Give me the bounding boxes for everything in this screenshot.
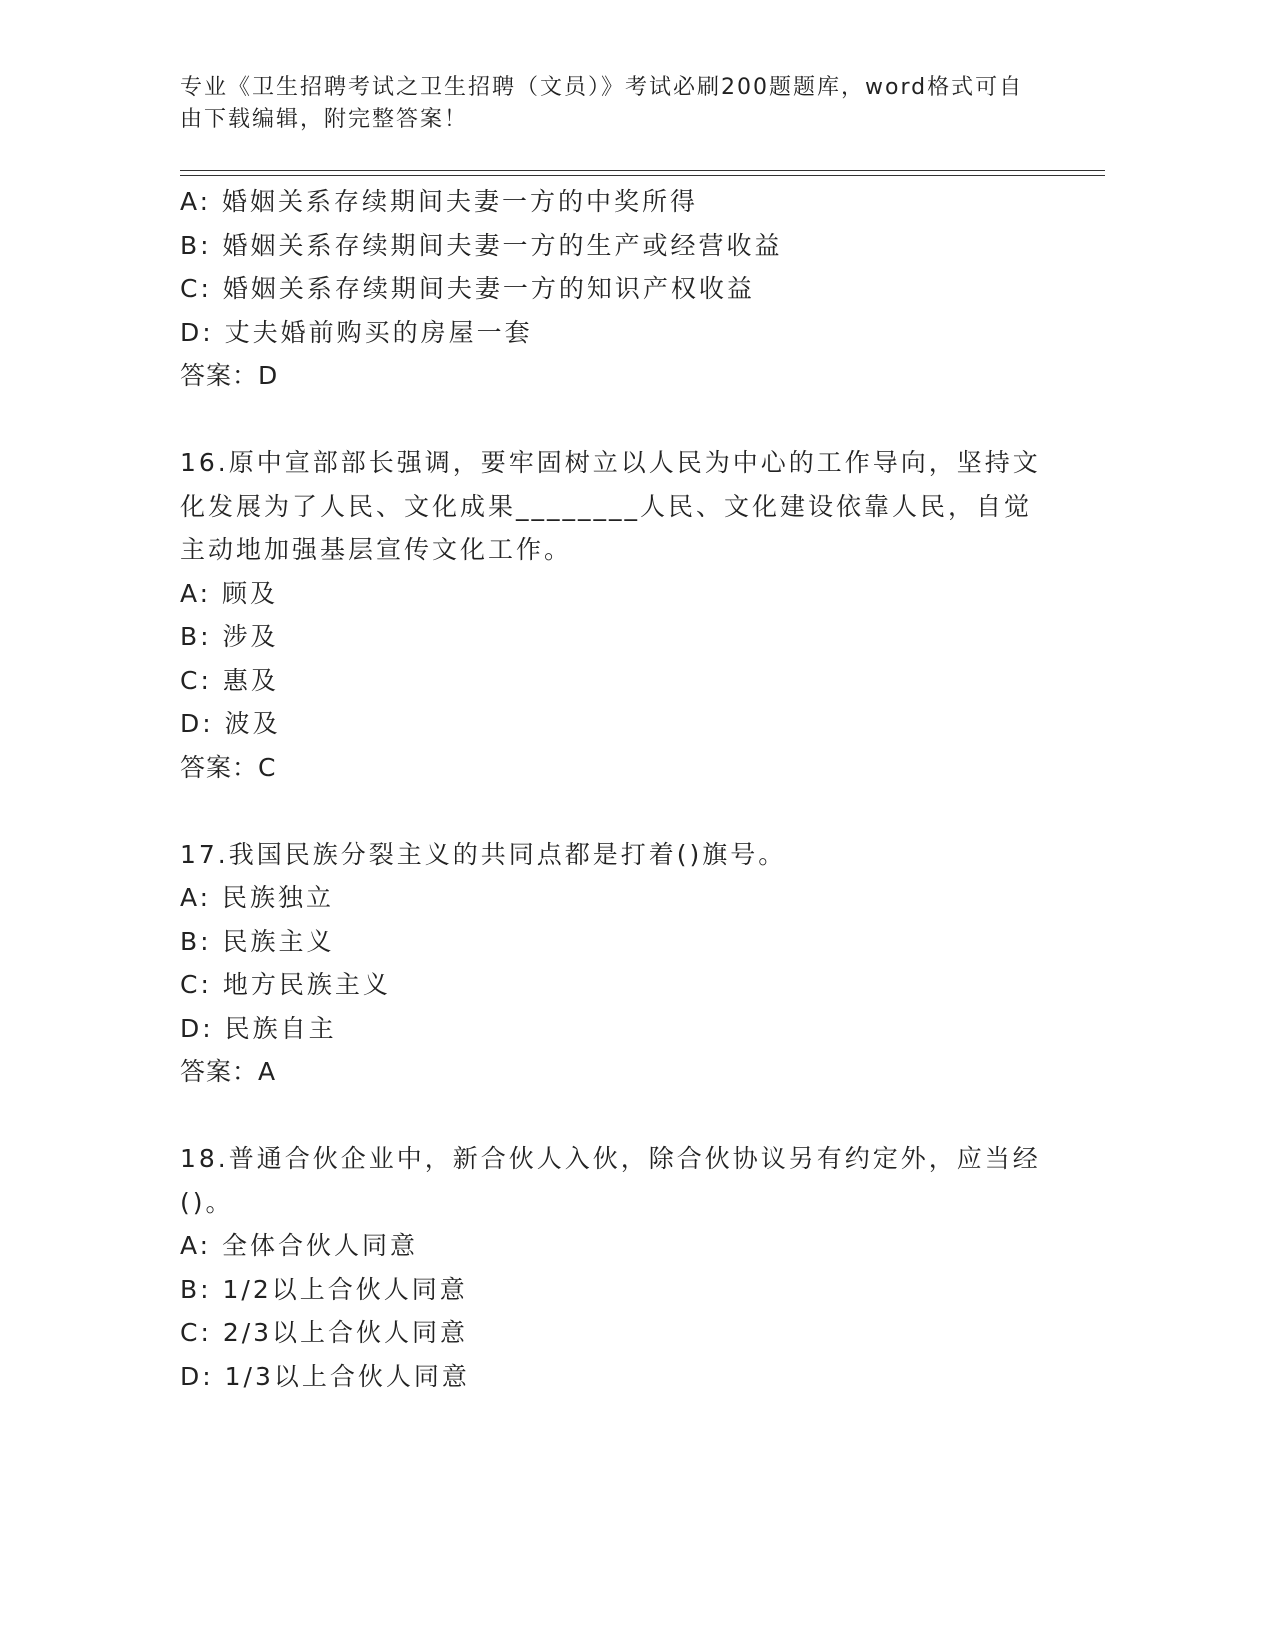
question-16-option-b: B: 涉及	[180, 622, 279, 651]
question-17-text: 17.我国民族分裂主义的共同点都是打着()旗号。	[180, 839, 787, 869]
spacer	[180, 398, 1050, 442]
question-16-option-d: D: 波及	[180, 709, 281, 738]
question-16-option-a: A: 顾及	[180, 578, 279, 608]
document-header: 专业《卫生招聘考试之卫生招聘（文员）》考试必刷200题题库，word格式可自由下载编辑，附完整答案！	[180, 75, 1024, 132]
document-body	[180, 180, 1050, 1398]
question-18-option-b: B: 1/2以上合伙人同意	[180, 1274, 468, 1304]
question-18-option-a: A: 全体合伙人同意	[180, 1231, 419, 1260]
question-15-block	[180, 180, 1050, 398]
question-15-option-c: C: 婚姻关系存续期间夫妻一方的知识产权收益	[180, 274, 755, 303]
question-16-block	[180, 441, 1050, 789]
question-17-option-c: C: 地方民族主义	[180, 970, 391, 999]
question-15-option-d: D: 丈夫婚前购买的房屋一套	[180, 317, 533, 347]
question-18-text: 18.普通合伙企业中，新合伙人入伙，除合伙协议另有约定外，应当经()。	[180, 1144, 1041, 1217]
spacer	[180, 1094, 1050, 1138]
question-17-option-d: D: 民族自主	[180, 1013, 337, 1043]
question-17-answer: 答案：A	[180, 1057, 277, 1086]
question-15-option-b: B: 婚姻关系存续期间夫妻一方的生产或经营收益	[180, 230, 783, 260]
question-18-option-c: C: 2/3以上合伙人同意	[180, 1318, 469, 1347]
header-divider-top	[180, 170, 1105, 171]
question-15-option-a: A: 婚姻关系存续期间夫妻一方的中奖所得	[180, 187, 699, 216]
question-18-option-d: D: 1/3以上合伙人同意	[180, 1361, 470, 1391]
question-15-answer: 答案：D	[180, 361, 279, 390]
question-17-option-b: B: 民族主义	[180, 926, 335, 956]
spacer	[180, 789, 1050, 833]
question-16-answer: 答案：C	[180, 752, 277, 782]
question-18-block	[180, 1137, 1050, 1398]
question-16-text: 16.原中宣部部长强调，要牢固树立以人民为中心的工作导向，坚持文化发展为了人民、文化成果________人民、文化建设依靠人民，自觉主动地加强基层宣传文化工作。	[180, 448, 1041, 564]
question-17-option-a: A: 民族独立	[180, 883, 335, 912]
header-divider-bottom	[180, 175, 1105, 176]
question-16-option-c: C: 惠及	[180, 665, 279, 695]
question-17-block	[180, 833, 1050, 1094]
